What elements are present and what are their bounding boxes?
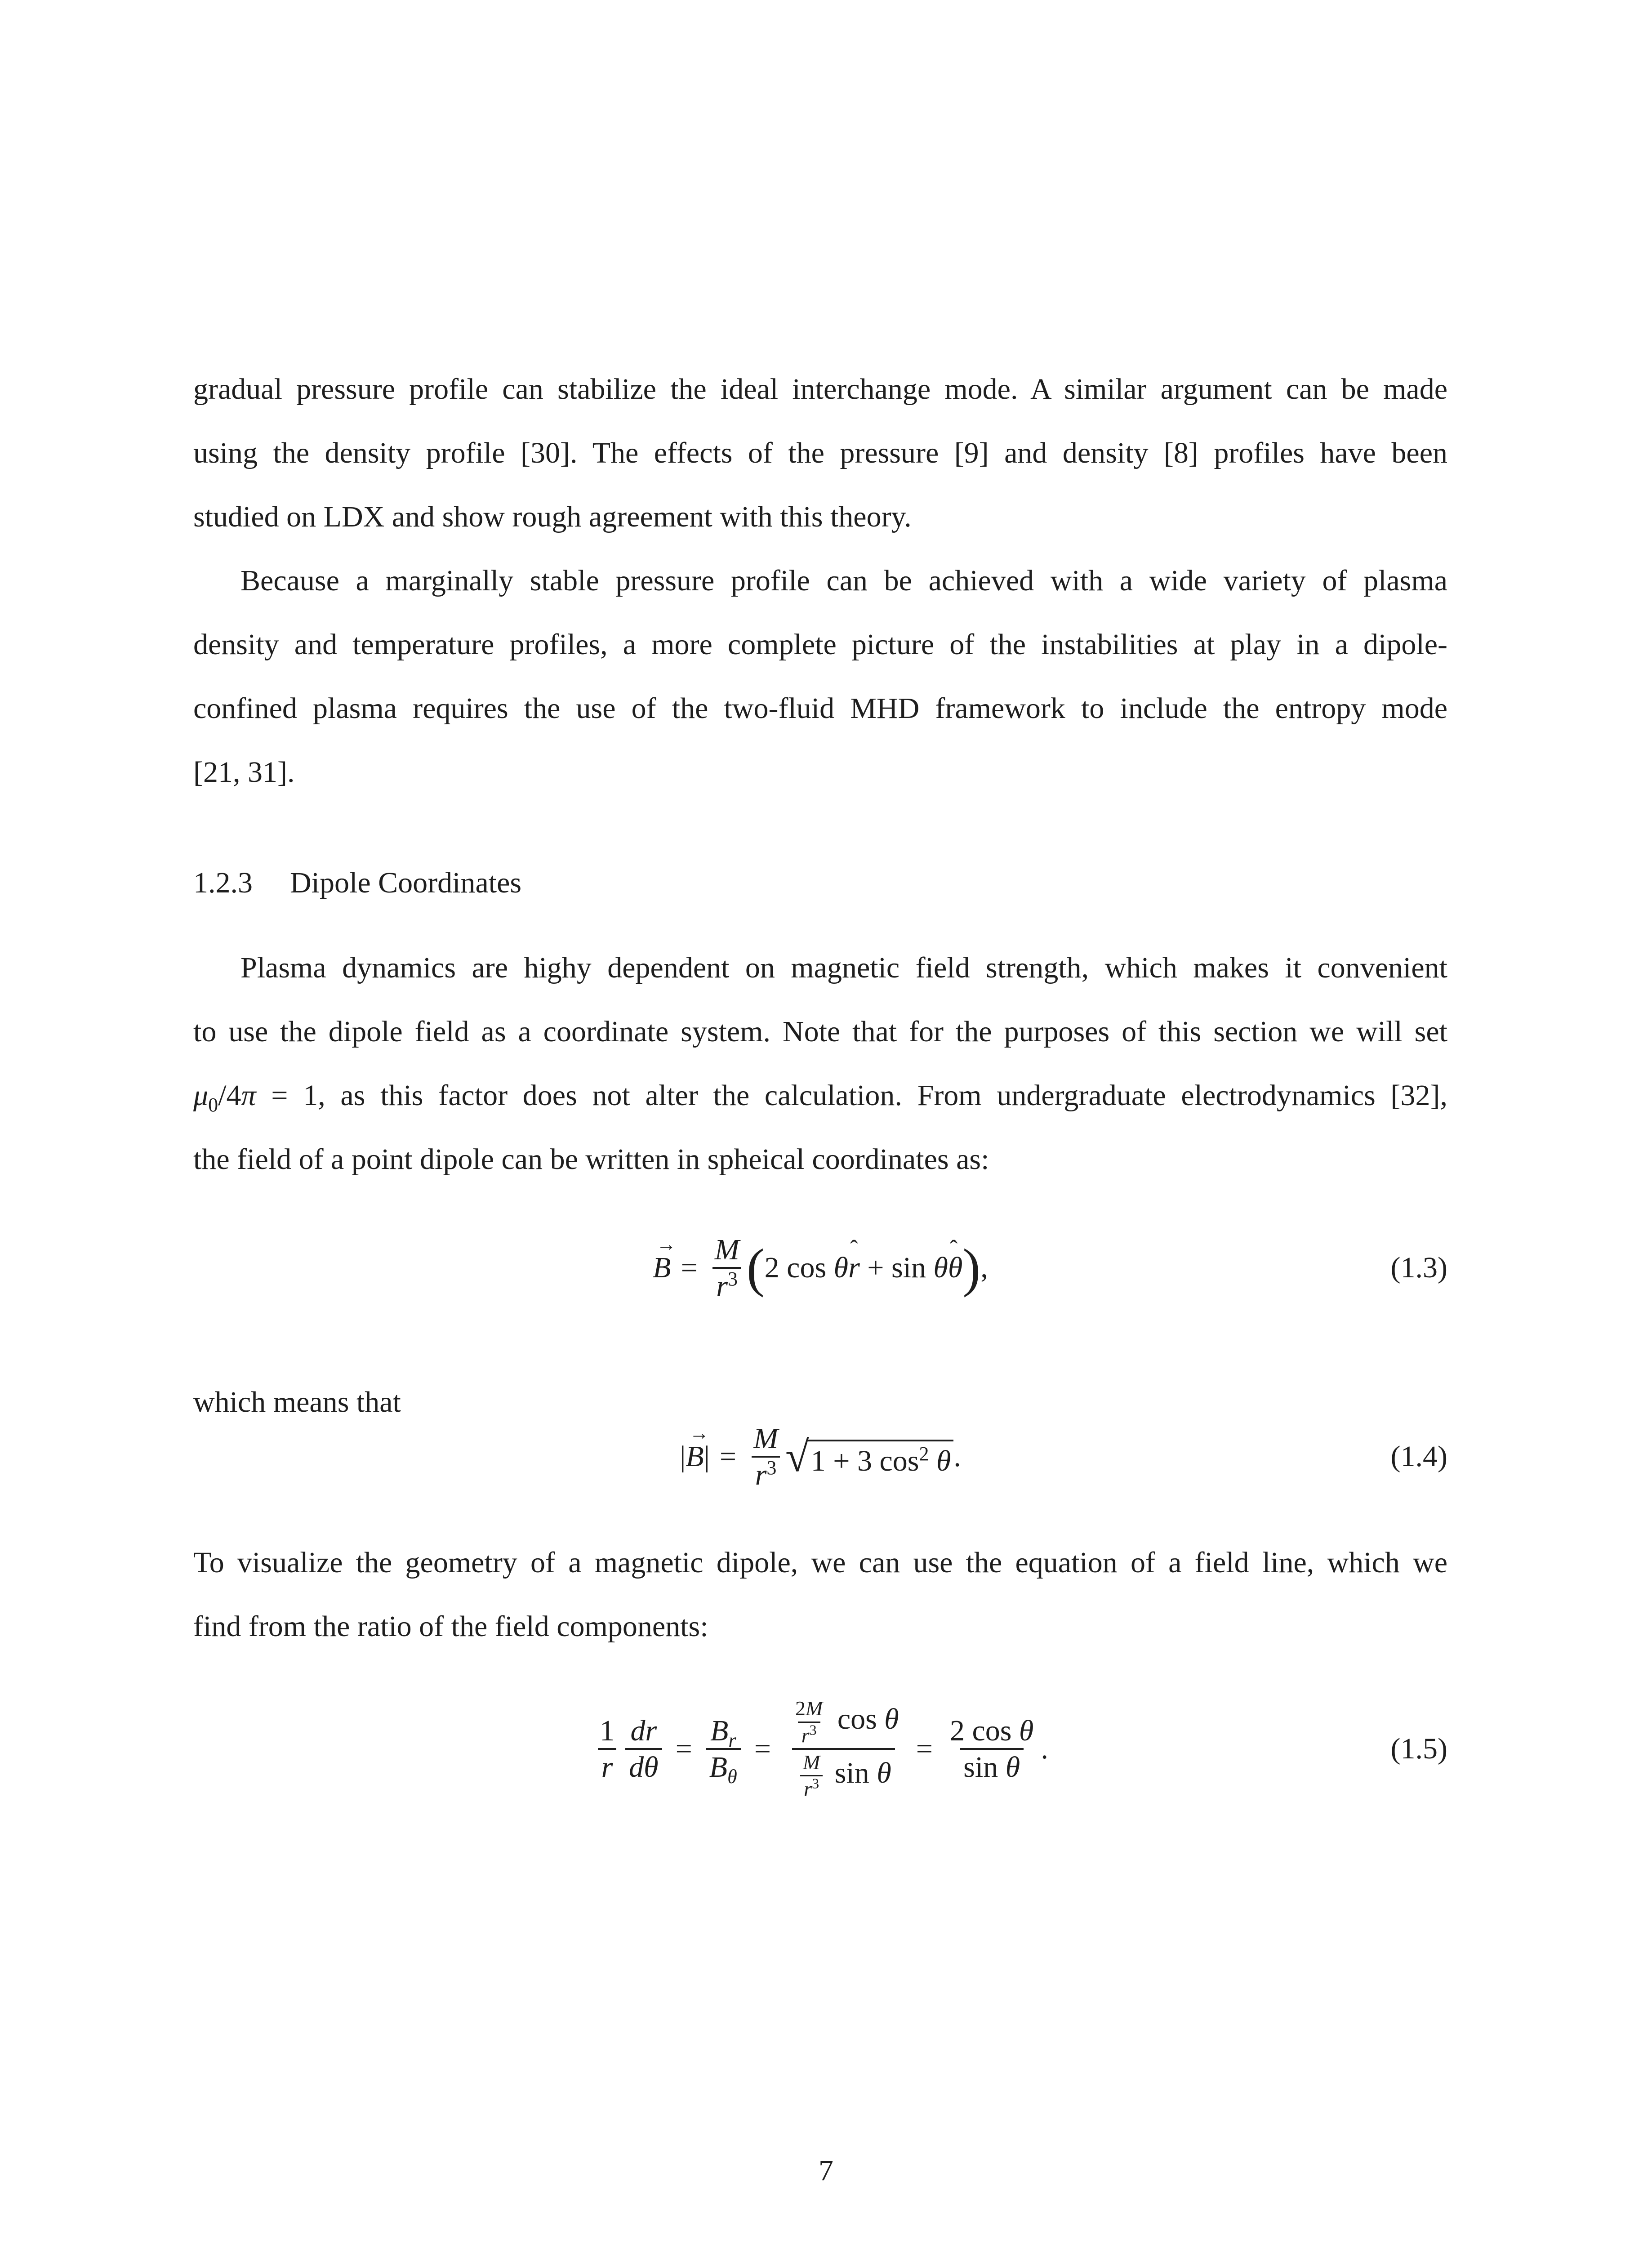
- equation-1-4-body: | → B | = $\frac{M}{r^3}$ √ 1 + 3 $\cos^2 \theta$ .: [193, 1398, 1447, 1515]
- paragraph-4-line-1: which means that: [193, 1386, 401, 1418]
- paragraph-2-line-1: Because a marginally stable pressure profile can be achieved with a wide variety of plasma: [240, 564, 1447, 597]
- equation-1-5-body: $\frac{1}{r}$ $\frac{dr}{d\theta}$ = $\frac{B_r}{B_\theta}$ = $\frac{2M}{r^3}$ cos θ $\frac{M}{r^3}$ sin θ = $\frac{\text{2 cos θ}}{\text{sin θ}}$ .: [193, 1682, 1447, 1816]
- paragraph-1-line-3: studied on LDX and show rough agreement with this theory.: [193, 500, 912, 533]
- section-title: Dipole Coordinates: [290, 866, 522, 899]
- section-heading: [193, 861, 521, 905]
- equation-1-3: [193, 1209, 1447, 1326]
- paragraph-2-line-2: density and temperature profiles, a more complete picture of the instabilities at play in a dipole-: [193, 628, 1447, 661]
- paragraph-2-line-3: confined plasma requires the use of the two-fluid MHD framework to include the entropy mode: [193, 692, 1447, 725]
- paragraph-3: [193, 936, 1447, 1191]
- paragraph-3-line-1: Plasma dynamics are highy dependent on magnetic field strength, which makes it convenient: [240, 951, 1447, 984]
- paragraph-5-line-1: To visualize the geometry of a magnetic dipole, we can use the equation of a field line, which we: [193, 1546, 1447, 1579]
- equation-1-3-body: → B = $\frac{M}{r^3}$ ( 2 cos θˆ r + sin θˆ θ ) ,: [193, 1209, 1447, 1326]
- paragraph-3-line-2: to use the dipole field as a coordinate system. Note that for the purposes of this section we will set: [193, 1015, 1447, 1048]
- equation-1-5: [193, 1682, 1447, 1816]
- paragraph-3-line-3: $\mu_0/4\pi = 1$, as this factor does not alter the calculation. From undergraduate electrodynamics [32],: [193, 1079, 1447, 1116]
- paragraph-2: [193, 549, 1447, 804]
- paragraph-block-top: [193, 357, 1447, 804]
- equation-1-4: [193, 1398, 1447, 1515]
- section-number: 1.2.3: [193, 866, 253, 899]
- equation-1-3-number: (1.3): [1390, 1251, 1447, 1284]
- equation-1-5-number: (1.5): [1390, 1732, 1447, 1765]
- paragraph-5-line-2: find from the ratio of the field components:: [193, 1610, 708, 1643]
- mu-zero-symbol: $\mu_0$: [193, 1079, 218, 1116]
- paragraph-1-line-1: gradual pressure profile can stabilize the ideal interchange mode. A similar argument can be made: [193, 373, 1447, 406]
- paragraph-1: [193, 357, 1447, 549]
- paragraph-2-line-4: [21, 31].: [193, 756, 295, 789]
- paragraph-3-line-4: the field of a point dipole can be written in spheical coordinates as:: [193, 1143, 989, 1176]
- page-number: 7: [819, 2154, 833, 2187]
- paragraph-1-line-2: using the density profile [30]. The effects of the pressure [9] and density [8] profiles have been: [193, 437, 1447, 469]
- equation-1-4-number: (1.4): [1390, 1440, 1447, 1473]
- paragraph-5: [193, 1531, 1447, 1659]
